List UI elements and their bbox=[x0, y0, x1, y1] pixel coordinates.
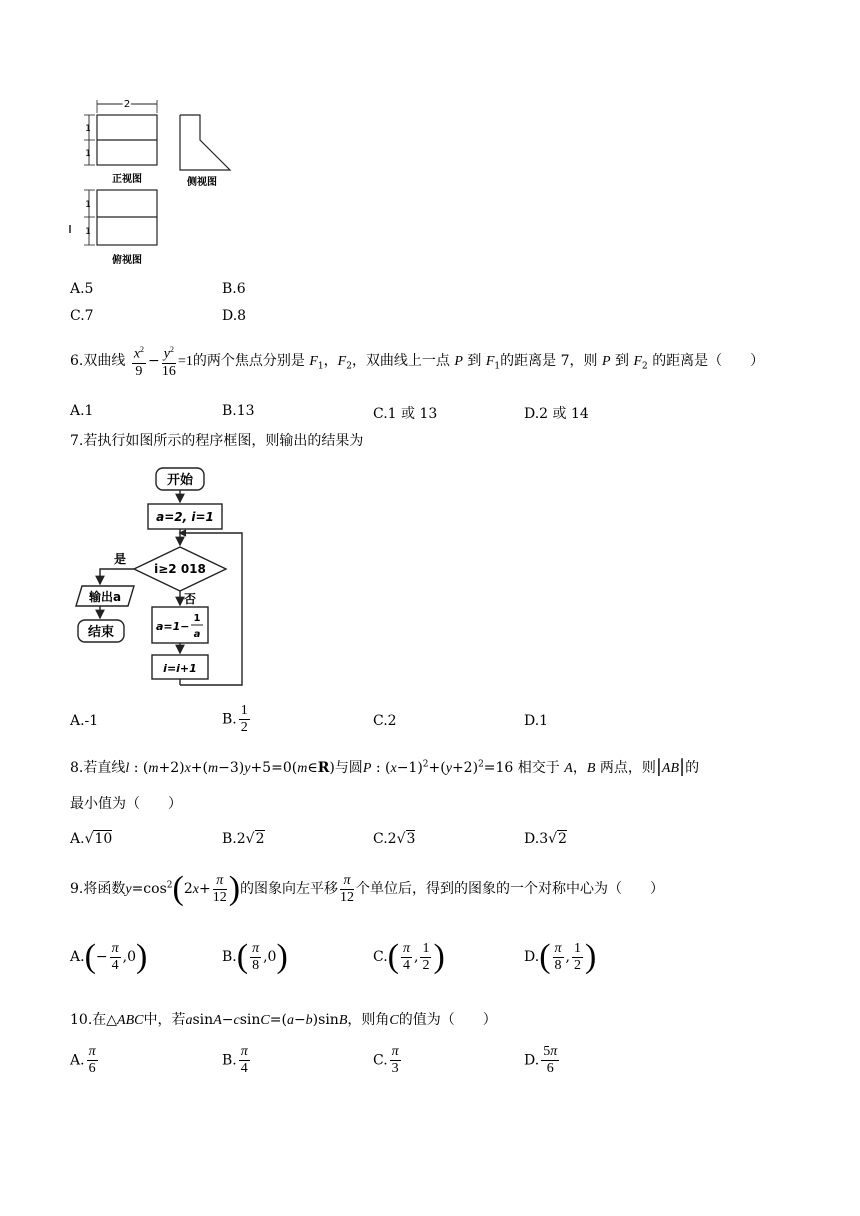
q10-option-a[interactable]: A. $\frac{\pi}{6}$ bbox=[70, 1044, 96, 1076]
q9-text: 9.将函数 bbox=[70, 881, 126, 897]
q5-option-d[interactable]: D.8 bbox=[222, 308, 247, 324]
top-view bbox=[70, 190, 157, 245]
q10-text: ，则角 bbox=[347, 1012, 390, 1028]
flow-output-label: 输出a bbox=[88, 590, 122, 604]
q8-text: 8.若直线 bbox=[70, 760, 126, 776]
top-view-label: 俯视图 bbox=[112, 255, 142, 266]
flowchart bbox=[66, 462, 256, 697]
q6-text: 到 bbox=[614, 352, 629, 369]
q6-text: 到 bbox=[467, 352, 482, 369]
q10-text: 中，若 bbox=[143, 1012, 186, 1028]
q9-text: 个单位后，得到的图象的一个对称中心为（ ） bbox=[356, 881, 665, 897]
q9-option-a[interactable]: A.(− $\frac{\pi}{4}$ ,0) bbox=[70, 938, 148, 975]
q5-option-a[interactable]: A.5 bbox=[70, 281, 94, 297]
dim-label: 1 bbox=[85, 149, 91, 159]
flow-init-label: a=2, i=1 bbox=[156, 510, 214, 524]
q6-text: ，双曲线上一点 bbox=[351, 352, 450, 369]
flow-start-label: 开始 bbox=[166, 473, 194, 488]
q8-text: 两点，则 bbox=[599, 760, 656, 776]
question-6: 6.双曲线 $\frac{x^2}{9}$ − $\frac{y^2}{16}$ =1的两个焦点分别是 $F_1$，$F_2$，双曲线上一点 P 到 $F_1$的距离是 7，则 P 到 $F_2$ 的距离是（ ） bbox=[70, 342, 764, 380]
q6-number: 6. bbox=[70, 352, 84, 369]
q8-option-b[interactable]: B.2√2 bbox=[222, 831, 265, 847]
q6-option-a[interactable]: A.1 bbox=[70, 403, 94, 419]
flow-no-label: 否 bbox=[184, 592, 197, 606]
q6-text: 双曲线 bbox=[83, 352, 126, 369]
q7-option-c[interactable]: C.2 bbox=[373, 713, 397, 729]
dim-label: 1 bbox=[85, 124, 91, 134]
flow-assign-label: a=1− bbox=[156, 620, 190, 633]
q8-option-d[interactable]: D.3√2 bbox=[524, 831, 567, 847]
front-view bbox=[84, 100, 157, 165]
q10-text: 10.在 bbox=[70, 1012, 107, 1028]
q9-option-d[interactable]: D.( $\frac{\pi}{8}$ , $\frac{1}{2}$ ) bbox=[524, 938, 597, 975]
q9-option-b[interactable]: B.( $\frac{\pi}{8}$ ,0) bbox=[222, 938, 288, 975]
q6-text: 的两个焦点分别是 bbox=[192, 352, 305, 369]
q5-option-b[interactable]: B.6 bbox=[222, 281, 246, 297]
question-9: 9.将函数$y=\cos^2(2x+$ $\frac{\pi}{12}$ )的图象向左平移 $\frac{\pi}{12}$ 个单位后，得到的图象的一个对称中心为（ ） bbox=[70, 870, 665, 907]
dim-label: 1 bbox=[85, 200, 91, 210]
q10-text: 的值为（ ） bbox=[398, 1012, 497, 1028]
flow-end-label: 结束 bbox=[87, 625, 115, 640]
width-dim-label: 2 bbox=[123, 99, 131, 110]
q9-text: 的图象向左平移 bbox=[240, 881, 339, 897]
q6-option-c[interactable]: C.1 或 13 bbox=[373, 406, 438, 422]
fraction: $\frac{x^2}{9}$ bbox=[132, 342, 146, 380]
question-7: 7.若执行如图所示的程序框图，则输出的结果为 bbox=[70, 433, 364, 449]
q5-option-c[interactable]: C.7 bbox=[70, 308, 94, 324]
question-10: 10.在△ABC中，若asinA−csinC=(a−b)sinB，则角C的值为（ ） bbox=[70, 1012, 497, 1028]
side-view bbox=[180, 115, 230, 170]
q8-option-c[interactable]: C.2√3 bbox=[373, 831, 416, 847]
side-view-label: 侧视图 bbox=[187, 177, 217, 188]
q7-option-b[interactable]: B. $\frac{1}{2}$ bbox=[222, 703, 248, 735]
q9-option-c[interactable]: C.( $\frac{\pi}{4}$ , $\frac{1}{2}$ ) bbox=[373, 938, 445, 975]
q8-text: 与圆 bbox=[334, 760, 363, 776]
fraction: $\frac{y^2}{16}$ bbox=[162, 342, 176, 380]
question-8: 8.若直线l : (m+2)x+(m−3)y+5=0(m∈R)与圆P : $(x-1)^2+(y+2)^2=16$ 相交于 A，B 两点，则|AB|的 bbox=[70, 756, 700, 777]
flow-cond-label: i≥2 018 bbox=[154, 562, 206, 576]
q8-option-a[interactable]: A.√10 bbox=[70, 831, 113, 847]
q8-line2: 最小值为（ ） bbox=[70, 796, 182, 812]
q6-option-b[interactable]: B.13 bbox=[222, 403, 255, 419]
q6-text: 的距离是 7，则 bbox=[500, 352, 598, 369]
q10-option-b[interactable]: B. $\frac{\pi}{4}$ bbox=[222, 1044, 248, 1076]
front-view-label: 正视图 bbox=[112, 174, 142, 185]
q10-option-d[interactable]: D. $\frac{5\pi}{6}$ bbox=[524, 1044, 558, 1076]
q8-text: 相交于 bbox=[517, 760, 560, 776]
fraction-den: a bbox=[193, 629, 201, 640]
three-view-diagram bbox=[62, 95, 262, 275]
q7-option-d[interactable]: D.1 bbox=[524, 713, 549, 729]
fraction-num: 1 bbox=[193, 613, 201, 624]
q6-option-d[interactable]: D.2 或 14 bbox=[524, 406, 589, 422]
q10-option-c[interactable]: C. $\frac{\pi}{3}$ bbox=[373, 1044, 399, 1076]
dim-label: 1 bbox=[85, 227, 91, 237]
flow-yes-label: 是 bbox=[114, 552, 127, 566]
q7-option-a[interactable]: A.-1 bbox=[70, 713, 99, 729]
flow-inc-label: i=i+1 bbox=[163, 662, 197, 675]
q8-text: 的 bbox=[685, 760, 700, 776]
q6-text: 的距离是（ ） bbox=[652, 352, 765, 369]
